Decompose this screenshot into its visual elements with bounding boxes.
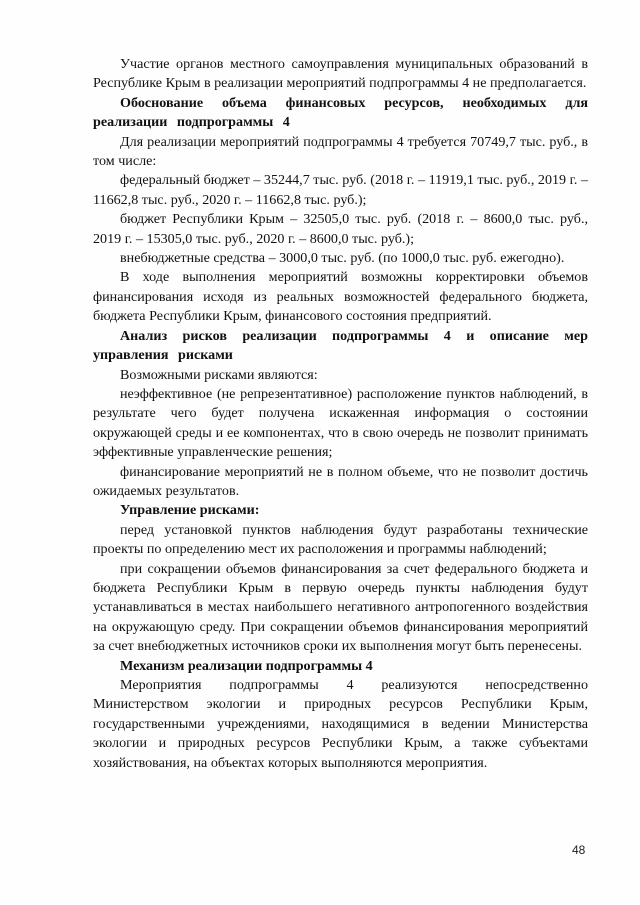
paragraph-federal-budget: федеральный бюджет – 35244,7 тыс. руб. (2018 г. – 11919,1 тыс. руб., 2019 г. – 11662,8 тыс. руб., 2020 г. – 11662,8 тыс. руб.);: [93, 172, 588, 208]
document-body: [93, 55, 588, 773]
paragraph-extrabudgetary: внебюджетные средства – 3000,0 тыс. руб. (по 1000,0 тыс. руб. ежегодно).: [120, 250, 565, 267]
heading-risk-analysis: Анализ рисков реализации подпрограммы 4 и описание мер управления рисками: [93, 327, 588, 364]
paragraph-funding-reduction: при сокращении объемов финансирования за счет федерального бюджета и бюджета Республики Крым в первую очередь пункты наблюдения будут устанавливаться в местах наибольшего негативного антропогенного воздействия на окружающую среду. При сокращении объемов финансирования мероприятий за счет внебюджетных источников сроки их выполнения могут быть перенесены.: [93, 560, 588, 655]
heading-financial-justification: Обоснование объема финансовых ресурсов, необходимых для реализации подпрограммы 4: [93, 94, 588, 131]
paragraph-adjustments: В ходе выполнения мероприятий возможны корректировки объемов финансирования исходя из реальных возможностей федерального бюджета, бюджета Республики Крым, финансового состояния предприятий.: [93, 269, 588, 325]
heading-risk-management: Управление рисками:: [120, 502, 260, 519]
paragraph-technical-projects: перед установкой пунктов наблюдения будут разработаны технические проекты по определению мест их расположения и программы наблюдений;: [93, 521, 588, 558]
paragraph-risk-funding: финансирование мероприятий не в полном объеме, что не позволит достичь ожидаемых результатов.: [93, 463, 588, 499]
page-number: 48: [572, 843, 586, 857]
paragraph-implementation: Мероприятия подпрограммы 4 реализуются непосредственно Министерством экологии и природных ресурсов Республики Крым, государственными учреждениями, находящимися в ведении Министерства экологии и природных ресурсов Республики Крым, а также субъектами хозяйствования, на объектах которых выполняются мероприятия.: [93, 677, 588, 771]
paragraph-crimea-budget: бюджет Республики Крым – 32505,0 тыс. руб. (2018 г. – 8600,0 тыс. руб., 2019 г. – 15305,0 тыс. руб., 2020 г. – 8600,0 тыс. руб.);: [93, 211, 588, 247]
heading-implementation-mechanism: Механизм реализации подпрограммы 4: [120, 657, 373, 674]
paragraph-total-funding: Для реализации мероприятий подпрограммы 4 требуется 70749,7 тыс. руб., в том числе:: [93, 133, 588, 170]
paragraph-participation: Участие органов местного самоуправления муниципальных образований в Республике Крым в реализации мероприятий подпрограммы 4 не предполагается.: [93, 56, 588, 92]
paragraph-risk-placement: неэффективное (не репрезентативное) расположение пунктов наблюдений, в результате чего будет получена искаженная информация о состоянии окружающей среды и ее компонентах, что в свою очередь не позволит принимать эффективные управленческие решения;: [93, 385, 588, 461]
paragraph-risks-intro: Возможными рисками являются:: [120, 366, 318, 383]
